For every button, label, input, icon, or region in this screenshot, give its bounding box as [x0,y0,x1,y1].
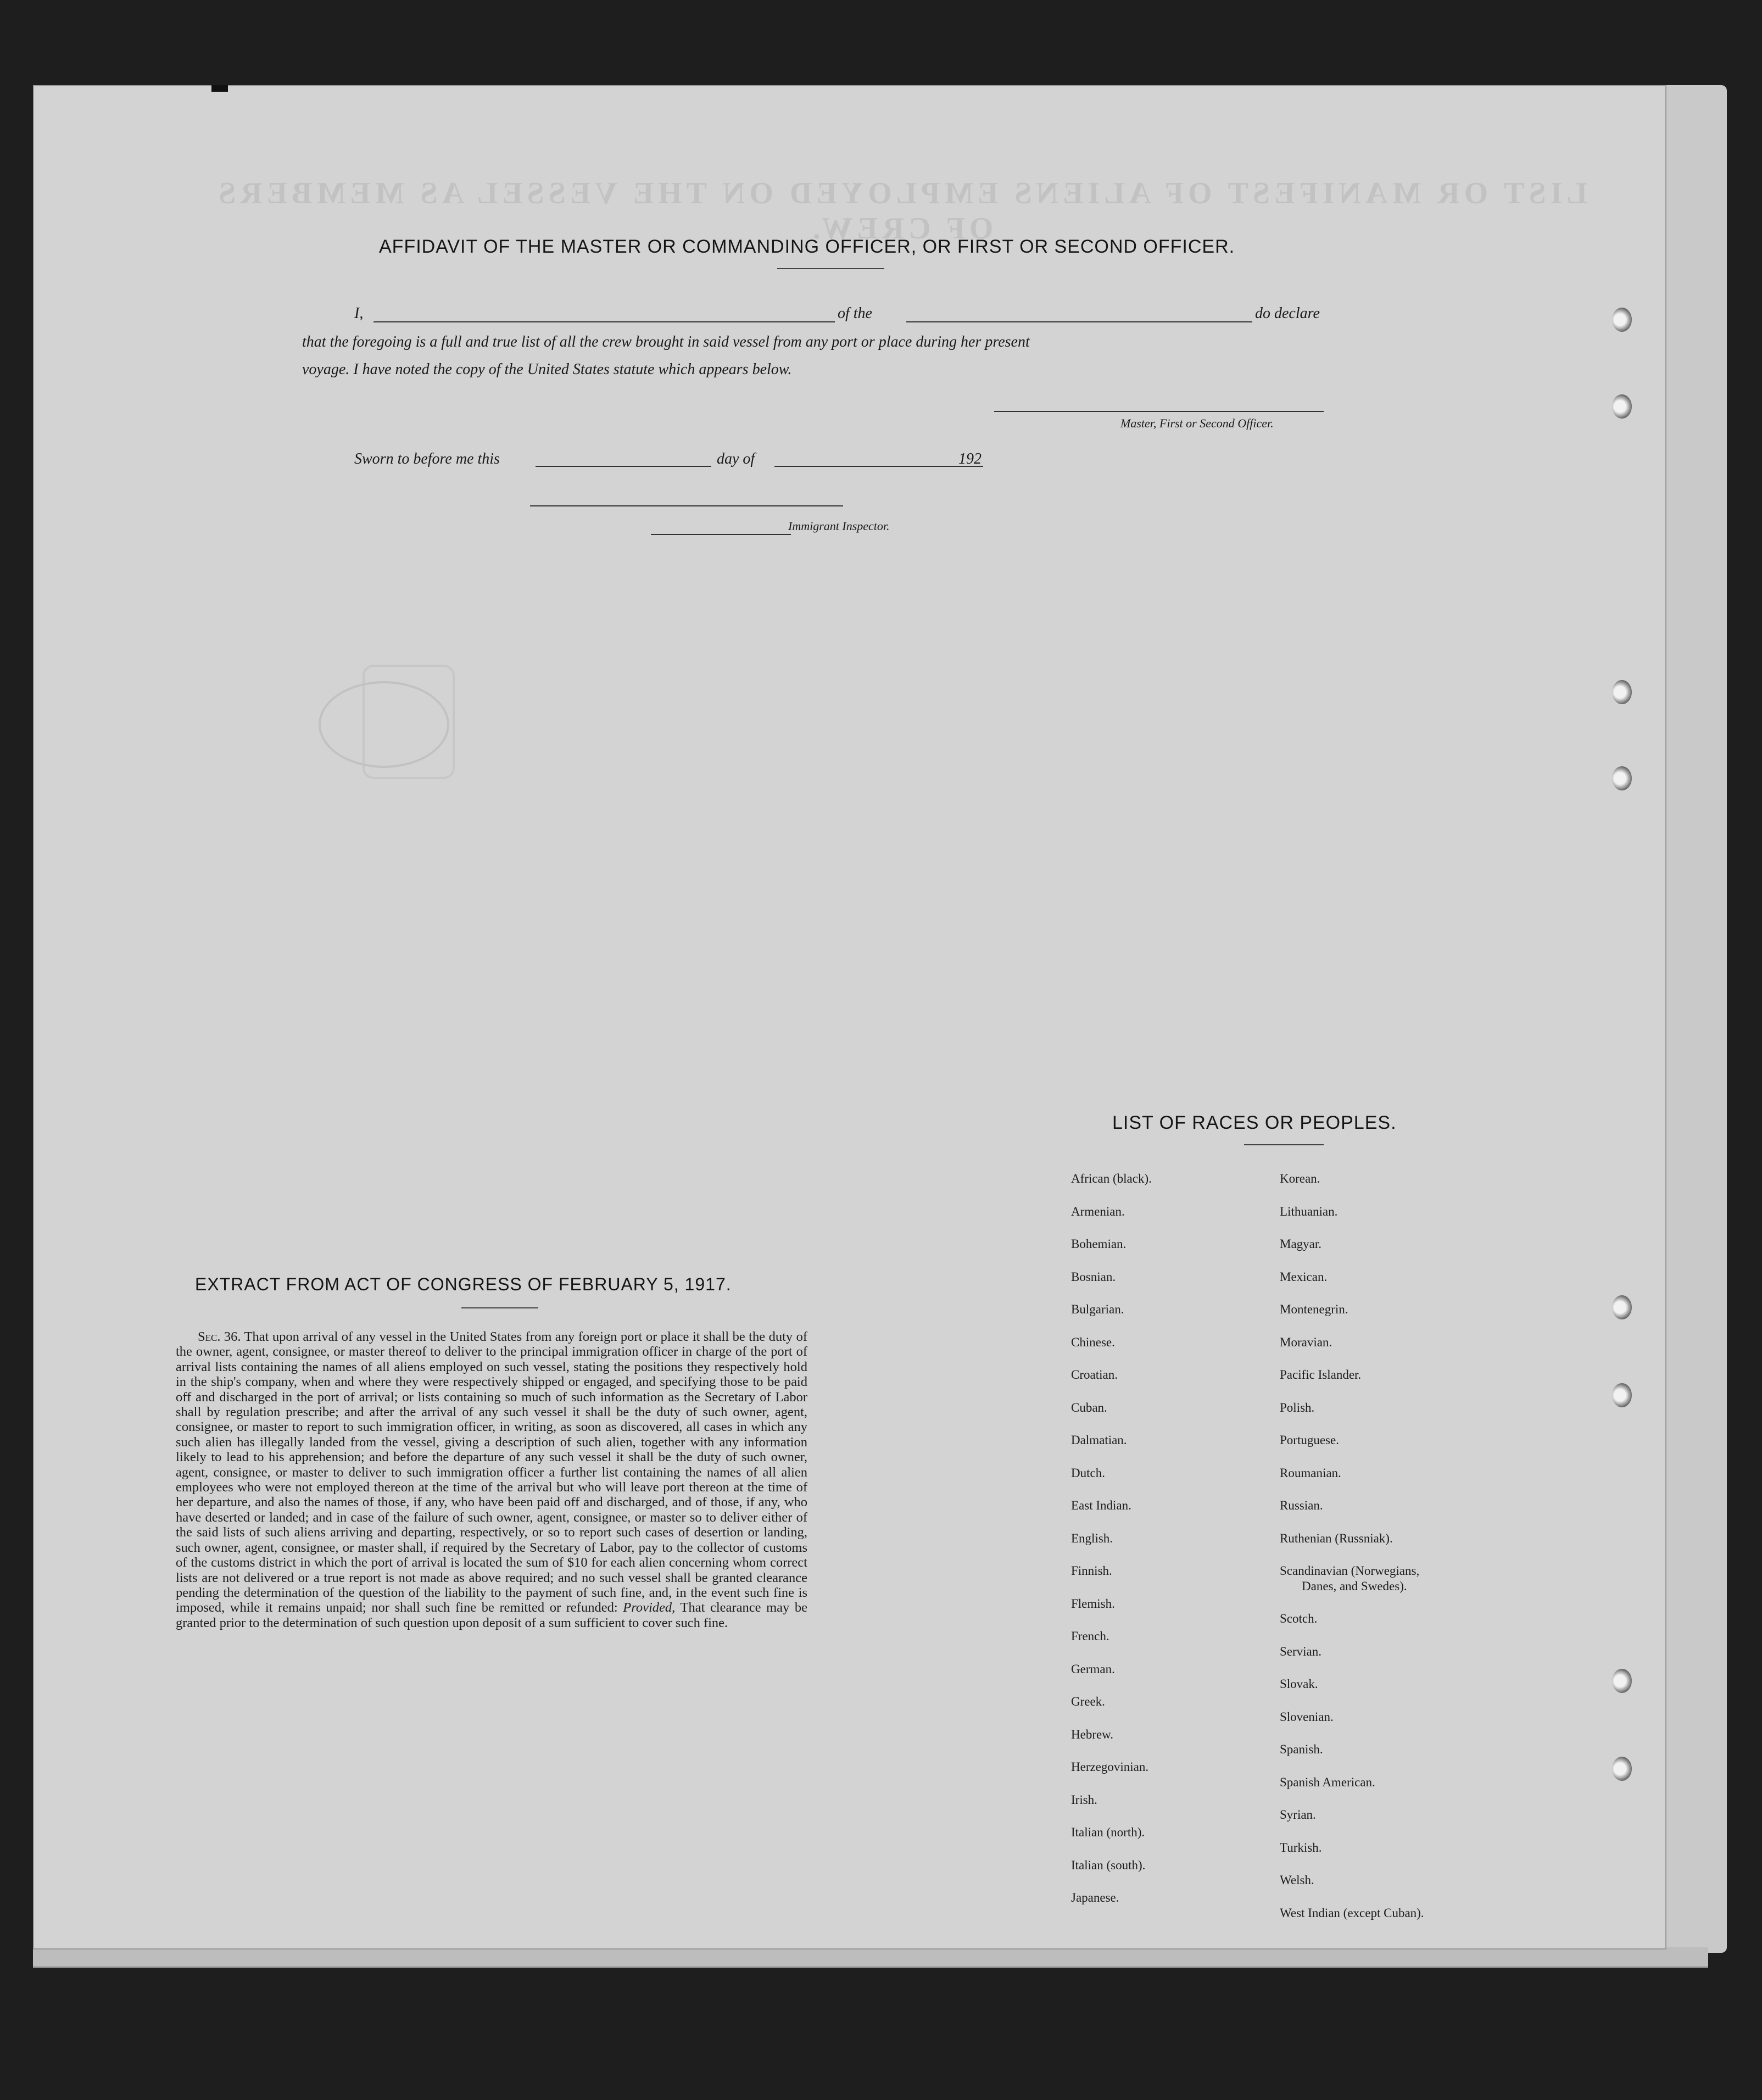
sworn-label: Sworn to before me this [354,450,500,467]
binder-hole [1612,680,1632,704]
race-item: Danes, and Swedes). [1302,1579,1407,1593]
races-title-rule [1244,1144,1324,1145]
race-item: Moravian. [1280,1335,1332,1349]
vessel-blank[interactable] [906,321,1252,322]
race-item: Polish. [1280,1400,1315,1414]
race-item: Chinese. [1071,1335,1115,1349]
race-item: Slovak. [1280,1677,1318,1691]
race-item: Armenian. [1071,1204,1125,1218]
statute-section-label: Sec. 36. [198,1329,241,1344]
affidavit-title-rule [777,268,884,269]
race-item: Bulgarian. [1071,1302,1124,1316]
race-item: German. [1071,1662,1115,1676]
race-item: African (black). [1071,1172,1152,1185]
affidavit-statute-line: voyage. I have noted the copy of the United States statute which appears below. [302,361,792,378]
race-item: Slovenian. [1280,1709,1334,1724]
race-item: Italian (north). [1071,1825,1145,1839]
race-item: Italian (south). [1071,1858,1146,1872]
race-item: Pacific Islander. [1280,1368,1362,1382]
race-item: Mexican. [1280,1269,1328,1284]
statute-body-end: That clearance may be granted prior to the determination of such question upon deposit of a sum sufficient to cover such fine. [176,1600,808,1630]
race-item: Welsh. [1280,1873,1314,1887]
binder-hole [1612,1295,1632,1319]
binder-hole [1612,1757,1632,1781]
race-item: Cuban. [1071,1400,1107,1414]
race-item: Servian. [1280,1644,1322,1658]
race-item: Lithuanian. [1280,1204,1338,1218]
manifest-page [33,85,1666,1949]
binder-hole [1612,766,1632,790]
affidavit-statement-line: that the foregoing is a full and true list of all the crew brought in said vessel from any port or place during her present [302,333,1030,350]
master-signature-blank[interactable] [994,411,1324,412]
race-item: West Indian (except Cuban). [1280,1906,1424,1920]
day-of-label: day of [717,450,755,467]
affidavit-of-the-label: of the [838,305,872,322]
race-item: Japanese. [1071,1891,1119,1904]
race-item: Russian. [1280,1499,1323,1512]
inspector-caption: Immigrant Inspector. [788,519,890,533]
tape-mark [211,85,228,92]
race-item: Flemish. [1071,1596,1115,1611]
extract-title: EXTRACT FROM ACT OF CONGRESS OF FEBRUARY 5, 1917. [195,1274,732,1294]
race-item: Syrian. [1280,1808,1316,1822]
bleed-through-title: LIST OR MANIFEST OF ALIENS EMPLOYED ON THE VESSEL AS MEMBERS OF CREW. [214,176,1587,246]
race-item: Korean. [1280,1172,1320,1185]
binder-hole [1612,1669,1632,1693]
race-item: Bohemian. [1071,1237,1127,1251]
race-item: French. [1071,1629,1109,1643]
race-item: Herzegovinian. [1071,1760,1149,1774]
race-item: Finnish. [1071,1564,1112,1578]
race-item: English. [1071,1531,1113,1545]
race-item: Irish. [1071,1792,1097,1807]
master-signature-caption: Master, First or Second Officer. [1120,416,1274,430]
name-blank[interactable] [373,321,835,322]
statute-text [176,1329,807,1630]
race-item: Scotch. [1280,1612,1318,1625]
race-item: Ruthenian (Russniak). [1280,1531,1393,1545]
binder-hole [1612,1383,1632,1407]
race-item: Dutch. [1071,1466,1105,1480]
inspector-signature-blank-upper[interactable] [530,505,843,506]
race-item: Greek. [1071,1695,1105,1708]
race-item: Scandinavian (Norwegians, [1280,1564,1420,1578]
page-bottom-edge [33,1947,1708,1968]
races-title: LIST OF RACES OR PEOPLES. [1112,1112,1397,1133]
race-item: Turkish. [1280,1840,1322,1854]
race-item: East Indian. [1071,1499,1131,1512]
bleed-through-text [198,176,1604,246]
race-item: Magyar. [1280,1237,1322,1251]
month-blank[interactable] [774,466,983,467]
binder-hole [1612,394,1632,419]
statute-body: That upon arrival of any vessel in the United States from any foreign port or place it shall be the duty of the owner, agent, consignee, or master thereof to deliver to the principal immigration officer in charge of the port of arrival lists containing the names of all aliens employed on such vessel, stating the positions they respectively hold in the ship's company, when and where they were respectively shipped or engaged, and specifying those to be paid off and discharged in the port of arrival; or lists containing so much of such information as the Secretary of Labor shall by regulation prescribe; and after the arrival of any such vessel it shall be the duty of such owner, agent, consignee, or master to report to such immigration officer, in writing, as soon as discovered, all cases in which any such alien has illegally landed from the vessel, giving a description of such alien, together with any information likely to lead to his apprehension; and before the departure of any such vessel it shall be the duty of such owner, agent, consignee, or master to deliver to such immigration officer a further list containing the names of all alien employees who were not employed thereon at the time of the arrival but who will leave port thereon at the time of her departure, and also the names of those, if any, who have been paid off and discharged, and of those, if any, who have deserted or landed; and in case of the failure of such owner, agent, consignee, or master so to deliver either of the said lists of such aliens arriving and departing, respectively, or so to report such cases of desertion or landing, such owner, agent, consignee, or master shall, if required by the Secretary of Labor, pay to the collector of customs of the customs district in which the port of arrival is located the sum of $10 for each alien concerning whom correct lists are not delivered or a true report is not made as above required; and no such vessel shall be granted clearance pending the determination of the question of the liability to the payment of such fine, and, in the event such fine is imposed, while it remains unpaid; nor shall such fine be remitted or refunded: [176,1329,807,1616]
race-item: Spanish American. [1280,1775,1375,1789]
extract-title-rule [461,1307,538,1308]
race-item: Croatian. [1071,1368,1118,1382]
affidavit-title: AFFIDAVIT OF THE MASTER OR COMMANDING OFFICER, OR FIRST OR SECOND OFFICER. [379,236,1235,257]
stamp-mark-secondary [363,665,455,779]
affidavit-declare-label: do declare [1255,305,1320,322]
race-item: Hebrew. [1071,1727,1114,1741]
binder-hole [1612,308,1632,332]
statute-provided: Provided, [623,1600,676,1616]
race-item: Bosnian. [1071,1269,1116,1284]
year-label: 192 [958,450,982,467]
day-blank[interactable] [536,466,711,467]
race-item: Dalmatian. [1071,1433,1127,1447]
race-item: Roumanian. [1280,1466,1341,1480]
affidavit-i-label: I, [354,305,364,322]
race-item: Spanish. [1280,1742,1323,1756]
inspector-signature-blank[interactable] [651,534,791,535]
race-item: Portuguese. [1280,1433,1339,1447]
race-item: Montenegrin. [1280,1302,1348,1316]
